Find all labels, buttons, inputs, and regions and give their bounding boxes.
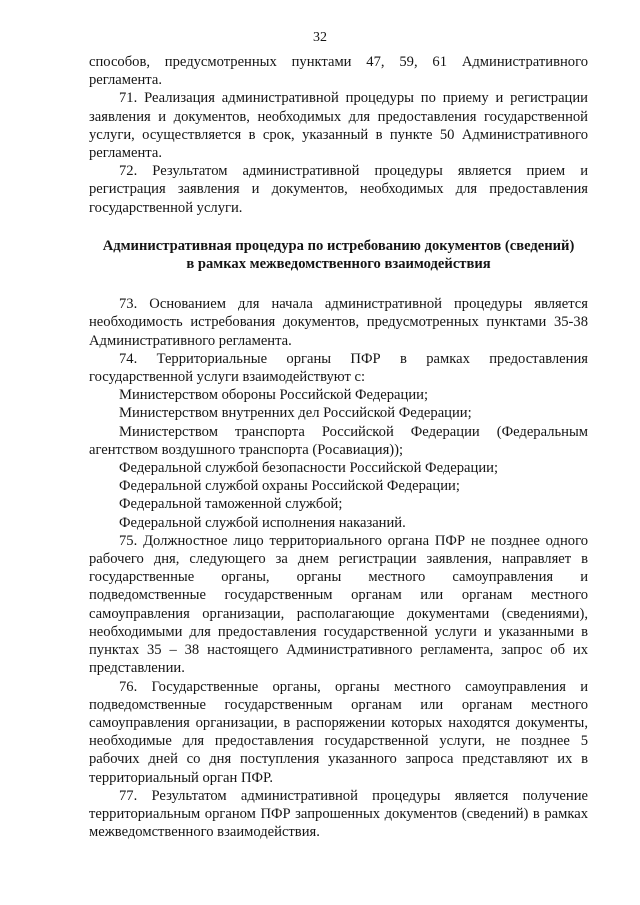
- agency-item: Федеральной таможенной службой;: [119, 496, 343, 513]
- paragraph-75: 75. Должностное лицо территориального органа ПФР не позднее одного рабочего дня, следующего за днем регистрации заявления, направляет в государственные органы, органы местного самоуправления и подведомственные государственным органам или органам местного самоуправления организации, располагающие документами (сведениями), необходимыми для предоставления государственной услуги и указанными в пунктах 35 – 38 настоящего Административного регламента, запрос об их представлении.: [89, 532, 588, 677]
- agency-item: Министерством внутренних дел Российской Федерации;: [119, 405, 472, 422]
- paragraph-71: 71. Реализация административной процедуры по приему и регистрации заявления и документов, необходимых для предоставления государственной услуги, осуществляется в срок, указанный в пункте 50 Административного регламента.: [89, 90, 588, 162]
- section-heading-line-2: в рамках межведомственного взаимодействия: [186, 256, 491, 273]
- document-body: [89, 53, 588, 841]
- section-heading: [89, 237, 588, 273]
- paragraph-72: 72. Результатом административной процедуры является прием и регистрация заявления и документов, необходимых для предоставления государственной услуги.: [89, 163, 588, 216]
- paragraph-74: 74. Территориальные органы ПФР в рамках предоставления государственной услуги взаимодействуют с:: [89, 350, 588, 386]
- agency-item: Министерством обороны Российской Федерации;: [119, 387, 429, 404]
- agency-item: Федеральной службой охраны Российской Федерации;: [119, 478, 460, 495]
- paragraph-73: 73. Основанием для начала административной процедуры является необходимость истребования документов, предусмотренных пунктами 35-38 Административного регламента.: [89, 296, 588, 349]
- page-number: 32: [313, 30, 327, 45]
- agency-item: Министерством транспорта Российской Федерации (Федеральным агентством воздушного транспорта (Росавиация));: [89, 423, 588, 458]
- paragraph-76: 76. Государственные органы, органы местного самоуправления и подведомственные государственным органам или органам местного самоуправления организации, в распоряжении которых находятся документы, необходимые для предоставления государственной услуги, не позднее 5 рабочих дней со дня поступления указанного запроса представляют их в территориальный орган ПФР.: [89, 678, 588, 786]
- paragraph-77: 77. Результатом административной процедуры является получение территориальным органом ПФР запрошенных документов (сведений) в рамках межведомственного взаимодействия.: [89, 787, 588, 841]
- section-heading-line-1: Административная процедура по истребованию документов (сведений): [102, 237, 575, 254]
- agency-item: Федеральной службой безопасности Российской Федерации;: [119, 460, 499, 477]
- paragraph-continuation: способов, предусмотренных пунктами 47, 59, 61 Административного регламента.: [89, 54, 588, 89]
- agency-item: Федеральной службой исполнения наказаний.: [119, 514, 406, 531]
